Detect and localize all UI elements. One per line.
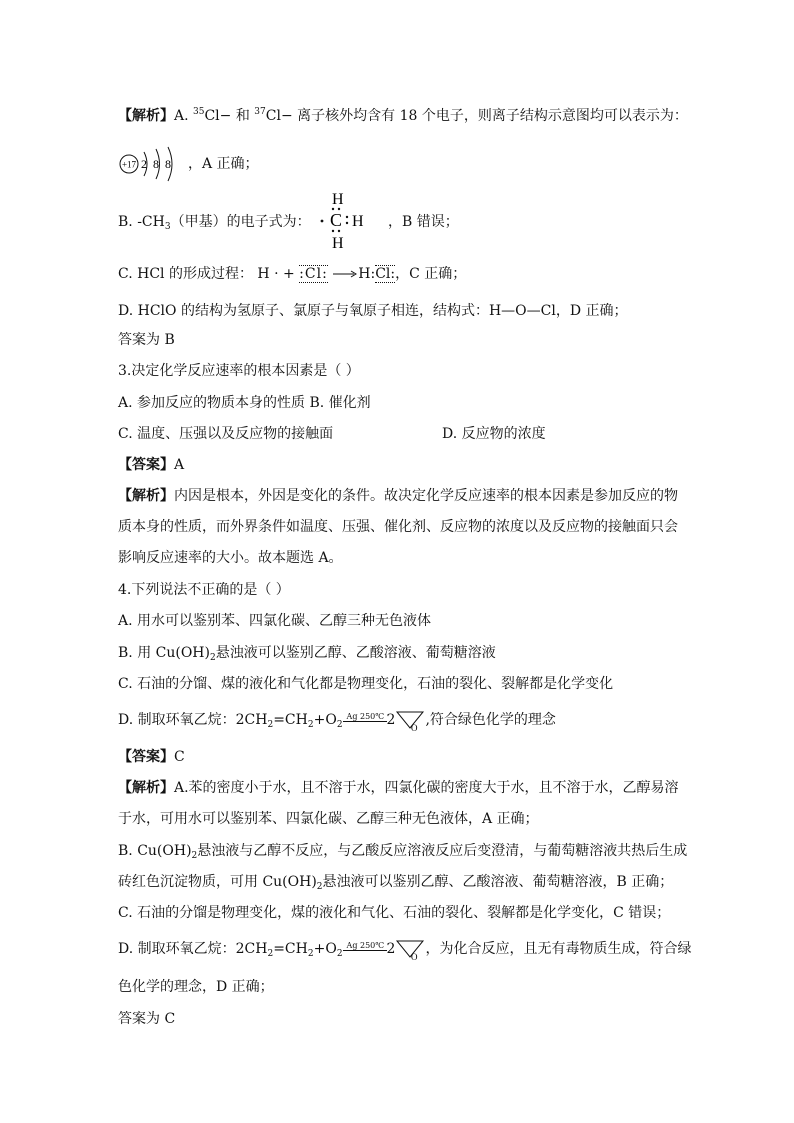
question-4-stem: 4.下列说法不正确的是（ ） xyxy=(118,582,290,598)
nucleus-charge: +17 xyxy=(121,159,137,170)
question-3-analysis-line3: 影响反应速率的大小。故本题选 A。 xyxy=(118,550,343,566)
hydrogen-right: H xyxy=(352,213,364,230)
chlorine-atom: :Cl: xyxy=(299,266,328,282)
formation-label: C. HCl 的形成过程： xyxy=(118,266,253,282)
svg-text:8: 8 xyxy=(153,157,159,171)
question-4-analysis-c1: C. 石油的分馏是物理变化，煤的液化和气化、石油的裂化、裂解都是化学变化，C 错误； xyxy=(118,905,671,921)
isotope-symbol: Cl− xyxy=(265,108,293,124)
methyl-label: （甲基）的电子式为： xyxy=(170,214,311,230)
analysis-line-c xyxy=(118,264,466,284)
plus-sign: + xyxy=(282,266,295,282)
arrow-icon xyxy=(332,269,358,279)
hydrogen-bonded: H: xyxy=(358,266,376,282)
conclusion-b: ，B 错误； xyxy=(388,214,459,230)
electron-dot-formula xyxy=(316,190,386,250)
question-3-analysis: 【解析】内因是根本，外因是变化的条件。故决定化学反应速率的根本因素是参加反应的物 xyxy=(118,488,678,504)
question-4-analysis-b2: 砖红色沉淀物质，可用 $Cu(OH)_2$悬浊液可以鉴别乙醇、乙酸溶液、葡萄糖溶液，B 正确； xyxy=(118,874,674,892)
question-4-option-c: C. 石油的分馏、煤的液化和气化都是物理变化，石油的裂化、裂解都是化学变化 xyxy=(118,676,614,692)
question-4-analysis-a2: 于水，可用水可以鉴别苯、四氯化碳、乙醇三种无色液体，A 正确； xyxy=(118,811,539,827)
chlorine-bonded: Cl: xyxy=(375,266,396,282)
hydrogen-atom: H · xyxy=(257,266,279,282)
question-3-options-ab: A. 参加反应的物质本身的性质 B. 催化剂 xyxy=(118,395,371,411)
isotope-symbol: Cl− xyxy=(204,108,232,124)
epoxide-ring-icon xyxy=(395,937,425,961)
question-4-analysis-d2: 色化学的理念，D 正确； xyxy=(118,979,274,995)
question-4-option-b: B. 用 $Cu(OH)_2$悬浊液可以鉴别乙醇、乙酸溶液、葡萄糖溶液 xyxy=(118,645,496,663)
question-3-analysis-line2: 质本身的性质，而外界条件如温度、压强、催化剂、反应物的浓度以及反应物的接触面只会 xyxy=(118,519,678,535)
svg-text:8: 8 xyxy=(165,157,171,171)
hydrogen-top: H xyxy=(332,191,344,208)
question-4-answer: 【答案】C xyxy=(118,749,185,765)
svg-text:O: O xyxy=(411,952,418,961)
carbon-center: C xyxy=(330,210,343,230)
question-4-analysis: 【解析】A.苯的密度小于水，且不溶于水，四氯化碳的密度大于水，且不溶于水，乙醇易溶 xyxy=(118,780,679,796)
hydrogen-bottom: H xyxy=(332,235,344,250)
reaction-condition: Ag 250℃ xyxy=(343,940,387,958)
question-3-option-c: C. 温度、压强以及反应物的接触面 xyxy=(118,426,334,442)
conclusion-c: ，C 正确； xyxy=(395,266,467,282)
svg-text:O: O xyxy=(411,723,418,732)
analysis-line-a xyxy=(118,102,688,126)
svg-text:2: 2 xyxy=(141,157,147,171)
reaction-condition: Ag 250℃ xyxy=(343,711,387,729)
answer-line: 答案为 B xyxy=(118,332,175,348)
isotope-mass-35: 35 xyxy=(193,107,205,117)
analysis-text: 离子核外均含有 18 个电子，则离子结构示意图均可以表示为： xyxy=(292,108,688,124)
analysis-line-d: D. HClO 的结构为氢原子、氯原子与氧原子相连，结构式：H—O—Cl，D 正确； xyxy=(118,303,628,319)
question-3-stem: 3.决定化学反应速率的根本因素是（ ） xyxy=(118,363,360,379)
question-3-answer: 【答案】A xyxy=(118,457,185,473)
question-4-analysis-b1: B. $Cu(OH)_2$悬浊液与乙醇不反应，与乙酸反应溶液反应后变澄清，与葡萄糖溶液共热后生成 xyxy=(118,843,688,861)
isotope-mass-37: 37 xyxy=(254,107,266,117)
question-4-analysis-d1: D. 制取环氧乙烷：$2CH_2=CH_2+O_2$ Ag 250℃ 2 O ，为化合反应，且无有毒物质生成，符合绿 xyxy=(118,937,691,964)
question-3-option-d: D. 反应物的浓度 xyxy=(442,426,546,442)
ion-structure-diagram xyxy=(118,146,188,182)
conjunction: 和 xyxy=(231,108,255,124)
question-4-final-answer: 答案为 C xyxy=(118,1011,176,1027)
methyl-formula: B. -CH xyxy=(118,214,165,230)
question-4-option-d: D. 制取环氧乙烷：$2CH_2=CH_2+O_2$ Ag 250℃ 2 O ,符合绿色化学的理念 xyxy=(118,708,556,735)
analysis-tag: 【解析】 xyxy=(118,108,174,124)
epoxide-ring-icon xyxy=(395,708,425,732)
ion-structure-line xyxy=(118,146,259,180)
option-prefix: A. xyxy=(174,108,194,124)
ion-conclusion: ，A 正确； xyxy=(188,156,259,172)
question-4-option-a: A. 用水可以鉴别苯、四氯化碳、乙醇三种无色液体 xyxy=(118,613,432,629)
